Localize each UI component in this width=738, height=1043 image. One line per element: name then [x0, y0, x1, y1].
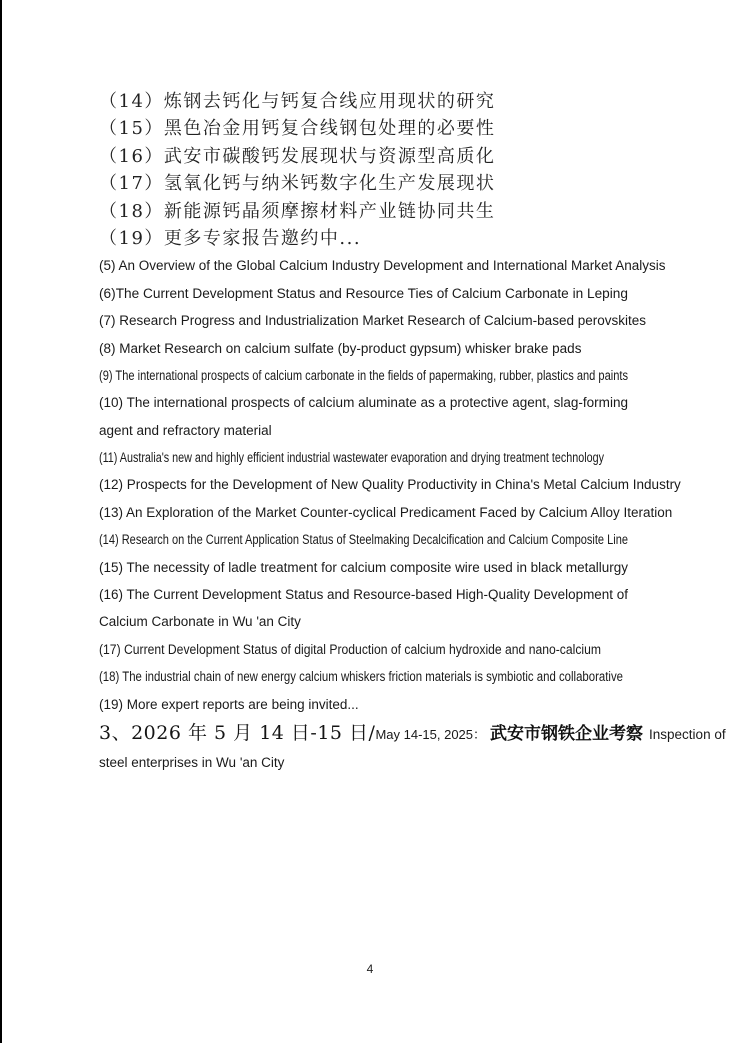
en-report-line [99, 581, 629, 608]
cn-report-item: （18）新能源钙晶须摩擦材料产业链协同共生 [99, 200, 496, 222]
en-report-line [99, 280, 629, 307]
schedule-en-date: May 14-15, 2025： [375, 726, 487, 742]
en-report-line [99, 526, 629, 553]
schedule-line-2 [99, 748, 629, 778]
en-report-line-continuation: agent and refractory material [99, 422, 272, 438]
en-report-line: (7) Research Progress and Industrialization Market Research of Calcium-based perovskites [99, 313, 646, 329]
schedule-item [99, 718, 726, 778]
en-report-line-text: (15) The necessity of ladle treatment for calcium composite wire used in black metallurgy [99, 559, 628, 575]
en-report-line [99, 444, 629, 471]
cn-report-item: （15）黑色冶金用钙复合线钢包处理的必要性 [99, 118, 496, 140]
en-report-line-text: (11) Australia's new and highly efficient industrial wastewater evaporation and drying treatment technology [99, 450, 604, 466]
schedule-line-1 [99, 718, 726, 748]
en-report-line [99, 389, 629, 416]
en-report-line [99, 554, 629, 581]
page-number: 4 [366, 962, 374, 976]
en-report-list [99, 252, 681, 718]
en-report-line: (13) An Exploration of the Market Counter-cyclical Predicament Faced by Calcium Alloy Iteration [99, 504, 673, 520]
en-report-line: (12) Prospects for the Development of New Quality Productivity in China's Metal Calcium Industry [99, 477, 681, 493]
en-report-line-text: (14) Research on the Current Application Status of Steelmaking Decalcification and Calcium Composite Line [99, 532, 628, 548]
en-report-line-text: (16) The Current Development Status and Resource-based High-Quality Development of [99, 587, 628, 603]
en-report-line-text: (17) Current Development Status of digital Production of calcium hydroxide and nano-calcium [99, 641, 601, 657]
en-report-line-text: (18) The industrial chain of new energy calcium whiskers friction materials is symbiotic and collaborative [99, 669, 623, 685]
en-report-line-text: (10) The international prospects of calcium aluminate as a protective agent, slag-forming [99, 395, 628, 411]
cn-report-item: （17）氢氧化钙与纳米钙数字化生产发展现状 [99, 173, 496, 195]
cn-report-item: （16）武安市碳酸钙发展现状与资源型高质化 [99, 145, 496, 167]
en-report-line [99, 636, 629, 663]
cn-report-list [99, 88, 629, 252]
en-report-line [99, 362, 629, 389]
en-report-line-text: (9) The international prospects of calcium carbonate in the fields of papermaking, rubber, plastics and paints [99, 367, 628, 383]
cn-report-item: （19）更多专家报告邀约中... [99, 227, 362, 249]
schedule-en-activity-part1: Inspection of [649, 726, 726, 742]
schedule-cn-date: 3、2026 年 5 月 14 日-15 日/ [99, 721, 376, 744]
en-report-line [99, 663, 629, 690]
schedule-en-activity-part2: steel enterprises in Wu 'an City [99, 754, 285, 770]
en-report-line: (8) Market Research on calcium sulfate (by-product gypsum) whisker brake pads [99, 340, 582, 356]
en-report-line-text: (6)The Current Development Status and Resource Ties of Calcium Carbonate in Leping [99, 285, 628, 301]
cn-report-item: （14）炼钢去钙化与钙复合线应用现状的研究 [99, 91, 496, 112]
en-report-line-continuation: Calcium Carbonate in Wu 'an City [99, 614, 301, 630]
schedule-cn-activity: 武安市钢铁企业考察 [490, 723, 644, 744]
document-body [99, 88, 726, 778]
en-report-line: (5) An Overview of the Global Calcium Industry Development and International Market Analysis [99, 258, 666, 274]
en-report-line: (19) More expert reports are being invited... [99, 696, 359, 712]
